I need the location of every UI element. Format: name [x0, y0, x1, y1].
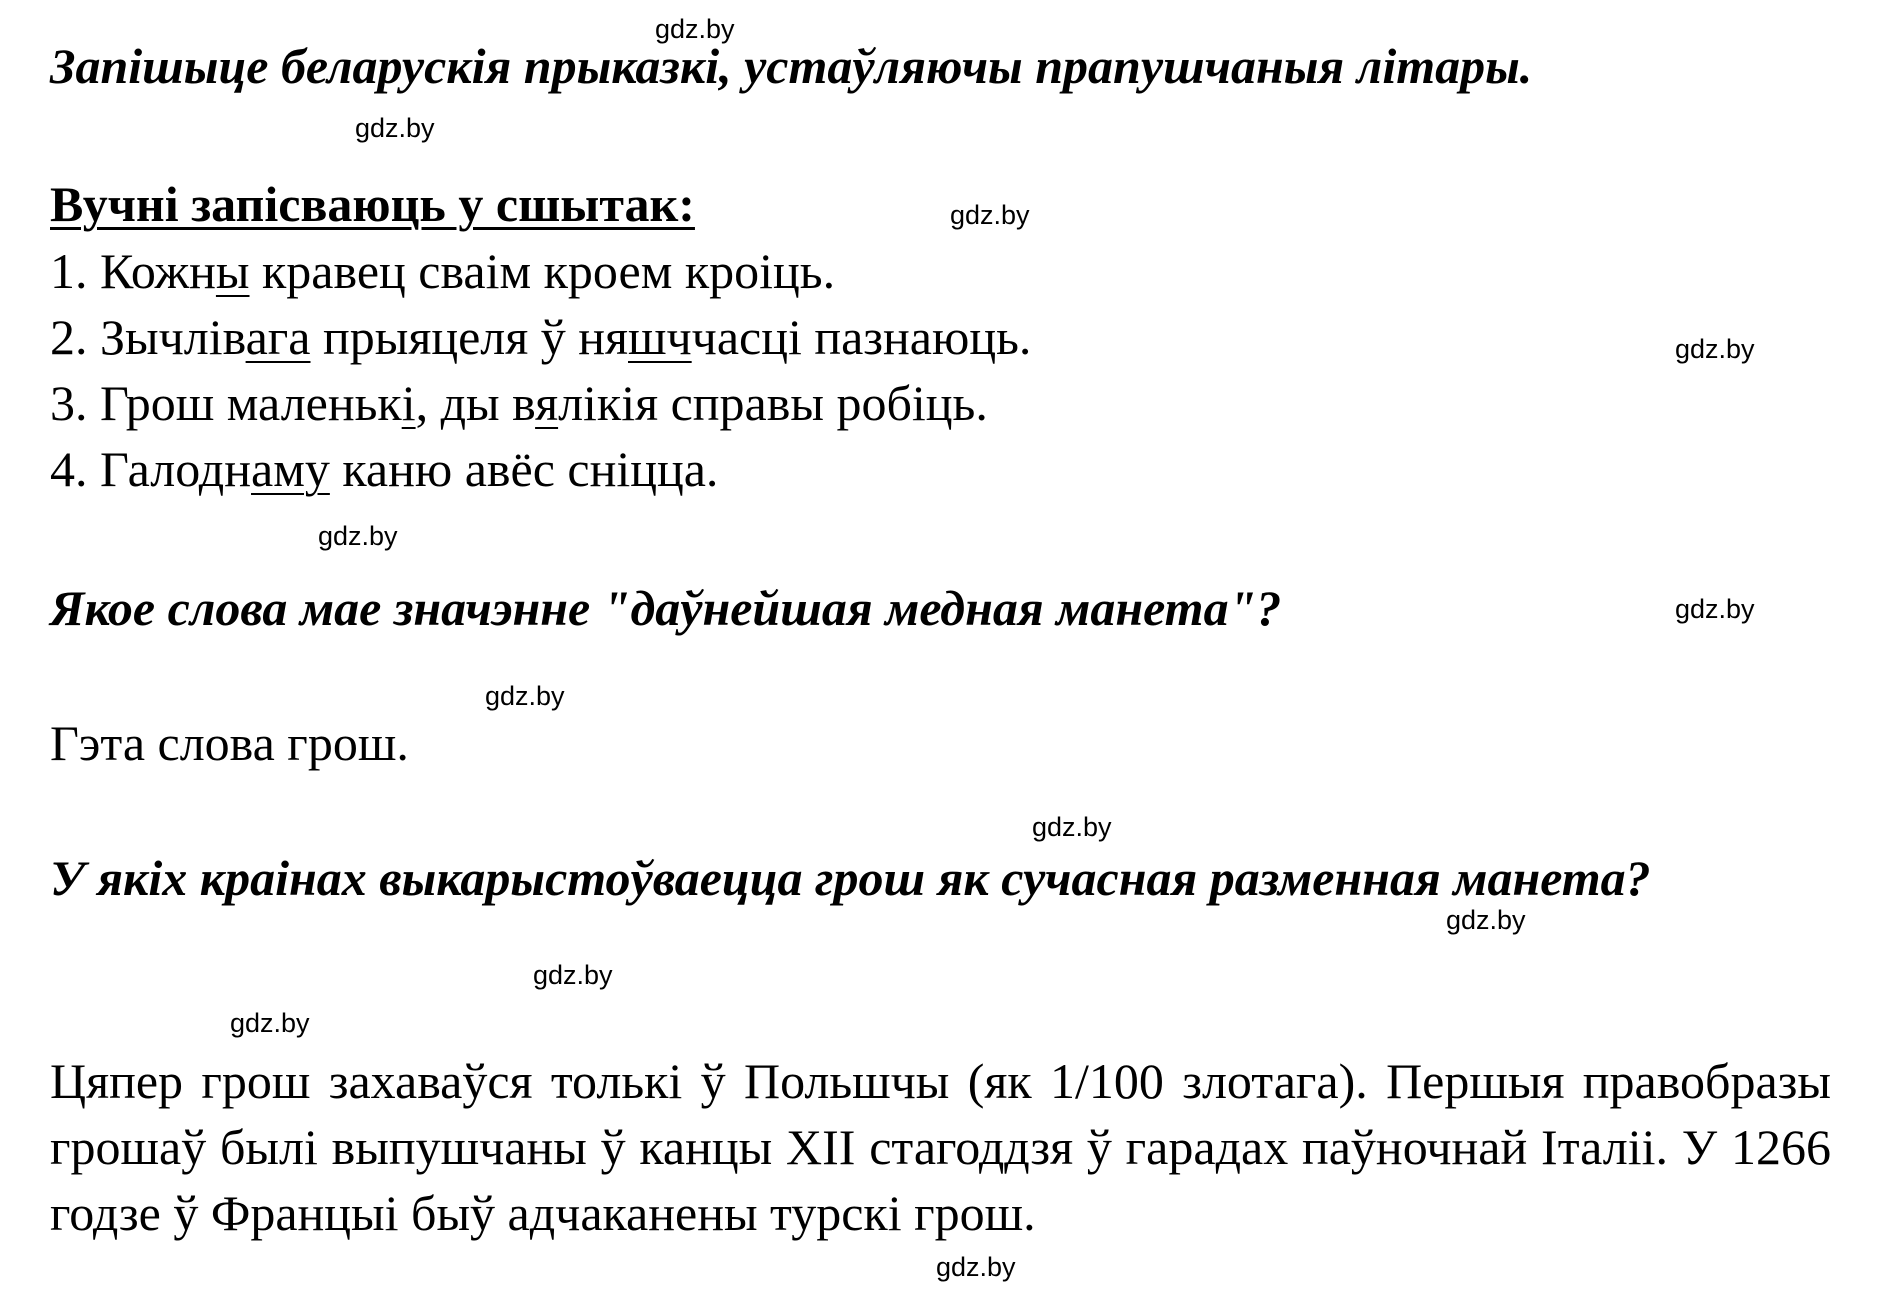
watermark: gdz.by [1032, 812, 1112, 842]
section-heading: Вучні запісваюць у сшытак: [50, 176, 695, 232]
inserted-letters: шч [628, 309, 692, 365]
watermark: gdz.by [655, 14, 735, 44]
task3-answer: Цяпер грош захаваўся толькі ў Польшчы (як 1/100 злотага). Першыя правобразы грошаў былі выпушчаны ў канцы XII стагоддзя ў гарадах паўночнай Італіі. У 1266 годзе ў Францыі быў адчаканены турскі грош. [50, 1053, 1831, 1241]
task1-title: Запішыце беларускія прыказкі, устаўляючы прапушчаныя літары. [50, 38, 1533, 94]
inserted-letters: аму [251, 441, 330, 497]
task2-question: Якое слова мае значэнне "даўнейшая медная манета"? [50, 580, 1282, 636]
inserted-letters: і [401, 375, 416, 431]
watermark: gdz.by [1675, 334, 1755, 364]
watermark: gdz.by [485, 681, 565, 711]
inserted-letters: я [535, 375, 559, 431]
task2-answer: Гэта слова грош. [50, 715, 409, 771]
proverb-1: 1. Кожны кравец сваім кроем кроіць. [50, 243, 836, 299]
watermark: gdz.by [1675, 594, 1755, 624]
watermark: gdz.by [355, 113, 435, 143]
inserted-letters: ага [245, 309, 311, 365]
task3-question: У якіх краінах выкарыстоўваецца грош як сучасная разменная манета? [50, 850, 1651, 906]
watermark: gdz.by [936, 1252, 1016, 1282]
watermark: gdz.by [230, 1008, 310, 1038]
watermark: gdz.by [1446, 905, 1526, 935]
proverb-2: 2. Зычлівага прыяцеля ў няшччасці пазнаюць. [50, 309, 1032, 365]
watermark: gdz.by [950, 200, 1030, 230]
proverb-3: 3. Грош маленькі, ды вялікія справы робіць. [50, 375, 988, 431]
proverb-4: 4. Галоднаму каню авёс сніцца. [50, 441, 719, 497]
watermark: gdz.by [533, 960, 613, 990]
inserted-letters: ы [215, 243, 250, 299]
watermark: gdz.by [318, 521, 398, 551]
